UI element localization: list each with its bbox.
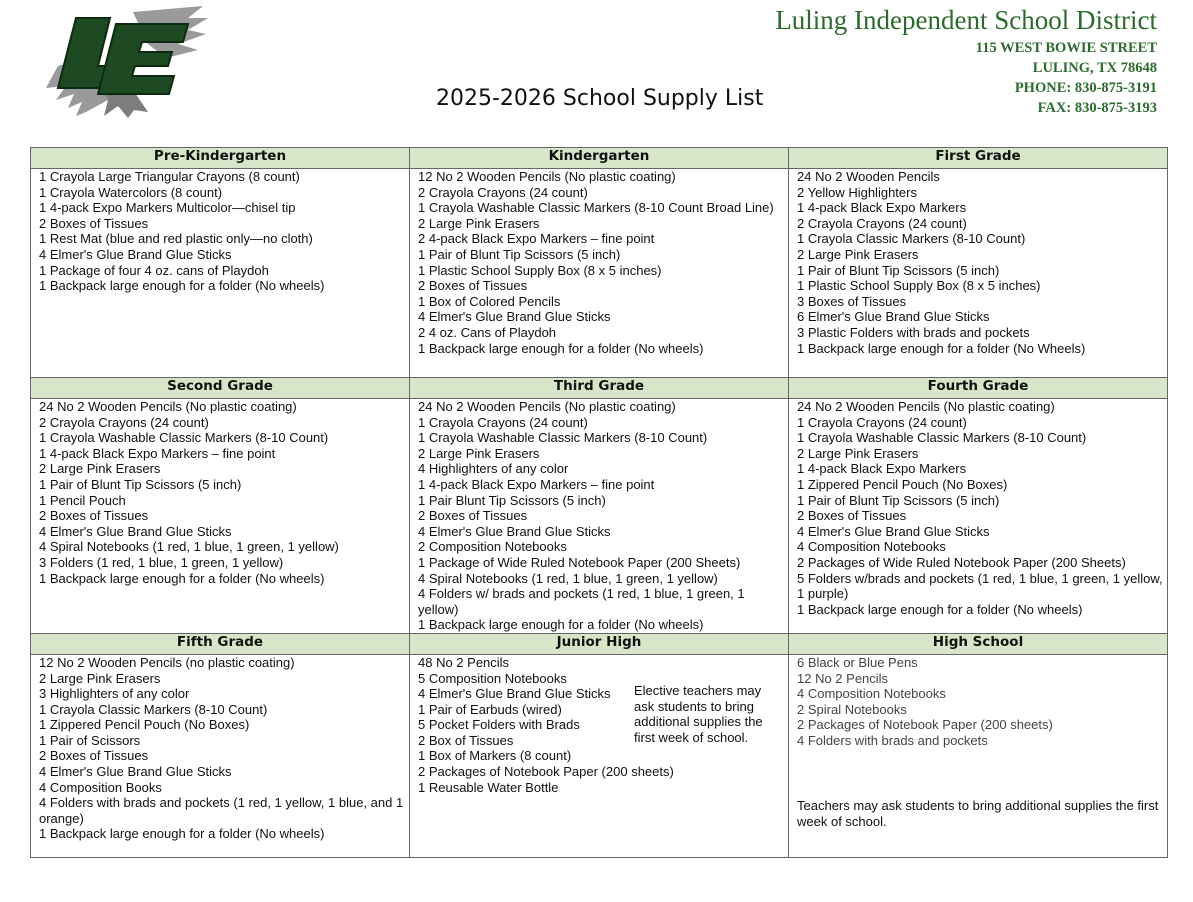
grade-items	[418, 399, 788, 633]
supply-item: 1 Backpack large enough for a folder (No wheels)	[39, 570, 325, 586]
grade-header: Third Grade	[410, 378, 789, 399]
phone-number: PHONE: 830-875-3191	[1014, 80, 1157, 96]
header-row	[31, 378, 1168, 399]
supply-item: 1 Crayola Large Triangular Crayons (8 count)	[39, 169, 300, 184]
supply-item: 2 4-pack Black Expo Markers – fine point	[418, 231, 655, 247]
fax-number: FAX: 830-875-3193	[1037, 100, 1157, 116]
supply-item: 1 4-pack Black Expo Markers	[797, 200, 967, 216]
supply-item: 5 Pocket Folders with Brads	[418, 717, 580, 733]
supply-item: 1 Crayola Washable Classic Markers (8-10 Count)	[39, 430, 329, 446]
supply-item: 24 No 2 Wooden Pencils (No plastic coating)	[418, 399, 676, 414]
supply-item: 4 Spiral Notebooks (1 red, 1 blue, 1 green, 1 yellow)	[418, 570, 718, 586]
supply-item: 2 Packages of Notebook Paper (200 sheets)	[418, 764, 674, 780]
supply-item: 2 Boxes of Tissues	[418, 508, 528, 524]
grade-header: Fourth Grade	[789, 378, 1168, 399]
grade-header: First Grade	[789, 148, 1168, 169]
items-row	[31, 169, 1168, 378]
supply-item: 1 Zippered Pencil Pouch (No Boxes)	[797, 476, 1008, 492]
supply-item: 1 Zippered Pencil Pouch (No Boxes)	[39, 717, 250, 733]
supply-item: 1 Rest Mat (blue and red plastic only—no cloth)	[39, 231, 313, 247]
supply-item: 2 Large Pink Erasers	[418, 445, 540, 461]
supply-item: 1 Pair of Blunt Tip Scissors (5 inch)	[797, 492, 1000, 508]
grade-items	[39, 169, 409, 294]
supply-item: 2 Boxes of Tissues	[418, 278, 528, 294]
supply-item: 1 Crayola Washable Classic Markers (8-10 Count)	[418, 430, 708, 446]
grade-items	[797, 169, 1167, 356]
supply-item: 24 No 2 Wooden Pencils (No plastic coating)	[797, 399, 1055, 414]
supply-item: 1 Pencil Pouch	[39, 492, 126, 508]
supply-item: 2 Large Pink Erasers	[39, 461, 161, 477]
supply-item: 12 No 2 Wooden Pencils (no plastic coating)	[39, 654, 295, 670]
supply-item: 4 Folders w/ brads and pockets (1 red, 1 blue, 1 green, 1 yellow)	[418, 586, 745, 617]
supply-item: 24 No 2 Wooden Pencils (No plastic coating)	[39, 399, 297, 414]
header-row	[31, 633, 1168, 654]
supply-item: 2 Large Pink Erasers	[797, 445, 919, 461]
supply-item: 2 Boxes of Tissues	[39, 748, 149, 764]
supply-item: 1 Crayola Washable Classic Markers (8-10 Count Broad Line)	[418, 200, 774, 216]
supply-item: 6 Black or Blue Pens	[797, 654, 918, 670]
supply-item: 1 Crayola Classic Markers (8-10 Count)	[39, 701, 268, 717]
supply-item: 4 Elmer's Glue Brand Glue Sticks	[418, 309, 611, 325]
supply-item: 2 Crayola Crayons (24 count)	[797, 215, 967, 231]
supply-item: 24 No 2 Wooden Pencils	[797, 169, 940, 184]
supply-item: 2 Large Pink Erasers	[418, 215, 540, 231]
supply-item: 1 4-pack Black Expo Markers – fine point	[39, 445, 276, 461]
supply-item: 1 Box of Colored Pencils	[418, 293, 561, 309]
supply-item: 4 Elmer's Glue Brand Glue Sticks	[39, 764, 232, 780]
supply-item: 2 Packages of Wide Ruled Notebook Paper (200 Sheets)	[797, 554, 1126, 570]
grade-items	[797, 655, 1167, 749]
supply-item: 1 Crayola Crayons (24 count)	[418, 414, 588, 430]
supply-item: 4 Elmer's Glue Brand Glue Sticks	[39, 523, 232, 539]
supply-item: 4 Folders with brads and pockets (1 red, 1 yellow, 1 blue, and 1 orange)	[39, 795, 404, 826]
supply-item: 2 Boxes of Tissues	[39, 508, 149, 524]
supply-item: 1 Pair of Earbuds (wired)	[418, 701, 562, 717]
supply-item: 1 Crayola Watercolors (8 count)	[39, 184, 223, 200]
supply-item: 1 Backpack large enough for a folder (No wheels)	[39, 278, 325, 294]
supply-item: 1 Pair of Blunt Tip Scissors (5 inch)	[797, 262, 1000, 278]
supply-item: 1 Crayola Classic Markers (8-10 Count)	[797, 231, 1026, 247]
supply-item: 1 Plastic School Supply Box (8 x 5 inches)	[797, 278, 1041, 294]
supply-item: 1 Crayola Crayons (24 count)	[797, 414, 967, 430]
grade-items	[39, 399, 409, 586]
grade-items	[797, 399, 1167, 617]
header-row	[31, 148, 1168, 169]
supply-item: 1 4-pack Black Expo Markers – fine point	[418, 476, 655, 492]
supply-item: 5 Folders w/brads and pockets (1 red, 1 blue, 1 green, 1 yellow, 1 purple)	[797, 570, 1163, 602]
supply-list-table	[30, 147, 1168, 858]
grade-header: Pre-Kindergarten	[31, 148, 410, 169]
page-title: 2025-2026 School Supply List	[436, 86, 764, 111]
supply-item: 1 Pair of Scissors	[39, 732, 141, 748]
address-line-2: LULING, TX 78648	[1032, 60, 1157, 76]
supply-item: 1 Backpack large enough for a folder (No wheels)	[797, 601, 1083, 617]
grade-items	[39, 655, 409, 842]
grade-header: Kindergarten	[410, 148, 789, 169]
supply-item: 4 Elmer's Glue Brand Glue Sticks	[797, 523, 990, 539]
supply-item: 1 Package of Wide Ruled Notebook Paper (200 Sheets)	[418, 554, 741, 570]
supply-item: 6 Elmer's Glue Brand Glue Sticks	[797, 309, 990, 325]
supply-item: 3 Highlighters of any color	[39, 686, 190, 702]
supply-item: 2 Boxes of Tissues	[797, 508, 907, 524]
supply-item: 12 No 2 Pencils	[797, 670, 889, 686]
supply-item: 2 Boxes of Tissues	[39, 215, 149, 231]
supply-item: 4 Highlighters of any color	[418, 461, 569, 477]
supply-item: 4 Composition Notebooks	[797, 539, 946, 555]
supply-item: 2 Yellow Highlighters	[797, 184, 917, 200]
grade-items	[418, 169, 788, 356]
supply-item: 4 Folders with brads and pockets	[797, 732, 988, 748]
supply-item: 2 Composition Notebooks	[418, 539, 567, 555]
supply-item: 12 No 2 Wooden Pencils (No plastic coating)	[418, 169, 676, 184]
supply-item: 4 Composition Notebooks	[797, 686, 946, 702]
supply-item: 2 Packages of Notebook Paper (200 sheets)	[797, 717, 1053, 733]
supply-item: 1 Pair of Blunt Tip Scissors (5 inch)	[39, 476, 242, 492]
district-logo	[38, 4, 208, 120]
grade-header: Second Grade	[31, 378, 410, 399]
supply-item: 4 Spiral Notebooks (1 red, 1 blue, 1 green, 1 yellow)	[39, 539, 339, 555]
grade-header: Fifth Grade	[31, 633, 410, 654]
supply-item: 5 Composition Notebooks	[418, 670, 567, 686]
supply-item: 1 Crayola Washable Classic Markers (8-10 Count)	[797, 430, 1087, 446]
district-name: Luling Independent School District	[775, 5, 1157, 35]
supply-item: 1 Backpack large enough for a folder (No Wheels)	[797, 340, 1086, 356]
supply-item: 1 4-pack Expo Markers Multicolor—chisel tip	[39, 200, 296, 216]
supply-item: 1 Plastic School Supply Box (8 x 5 inches)	[418, 262, 662, 278]
supply-item: 4 Elmer's Glue Brand Glue Sticks	[39, 246, 232, 262]
supply-item: 2 Crayola Crayons (24 count)	[39, 414, 209, 430]
supply-item: 1 Reusable Water Bottle	[418, 779, 559, 795]
supply-item: 1 4-pack Black Expo Markers	[797, 461, 967, 477]
items-row	[31, 399, 1168, 634]
supply-item: 4 Composition Books	[39, 779, 162, 795]
supply-item: 1 Backpack large enough for a folder (No wheels)	[418, 617, 704, 633]
supply-item: 1 Pair Blunt Tip Scissors (5 inch)	[418, 492, 606, 508]
supply-item: 4 Elmer's Glue Brand Glue Sticks	[418, 523, 611, 539]
supply-item: 2 Large Pink Erasers	[797, 246, 919, 262]
supply-item: 3 Folders (1 red, 1 blue, 1 green, 1 yellow)	[39, 554, 284, 570]
supply-item: 1 Package of four 4 oz. cans of Playdoh	[39, 262, 269, 278]
supply-item: 1 Backpack large enough for a folder (No wheels)	[418, 340, 704, 356]
supply-item: 2 4 oz. Cans of Playdoh	[418, 324, 557, 340]
supply-item: 3 Plastic Folders with brads and pockets	[797, 324, 1030, 340]
elective-note: Elective teachers may ask students to bring additional supplies the first week of school.	[634, 682, 763, 745]
teacher-note: Teachers may ask students to bring additional supplies the first week of school.	[797, 798, 1159, 830]
supply-item: 4 Elmer's Glue Brand Glue Sticks	[418, 686, 611, 702]
supply-item: 1 Pair of Blunt Tip Scissors (5 inch)	[418, 246, 621, 262]
grade-header: High School	[789, 633, 1168, 654]
district-contact	[976, 38, 1157, 118]
supply-item: 2 Box of Tissues	[418, 732, 514, 748]
le-letters	[58, 18, 188, 94]
address-line-1: 115 WEST BOWIE STREET	[975, 40, 1157, 56]
supply-item: 1 Backpack large enough for a folder (No wheels)	[39, 826, 325, 842]
supply-item: 1 Box of Markers (8 count)	[418, 748, 572, 764]
supply-item: 3 Boxes of Tissues	[797, 293, 907, 309]
supply-item: 2 Crayola Crayons (24 count)	[418, 184, 588, 200]
supply-item: 48 No 2 Pencils	[418, 654, 510, 670]
district-header	[775, 4, 1157, 36]
items-row	[31, 654, 1168, 857]
grade-header: Junior High	[410, 633, 789, 654]
supply-item: 2 Large Pink Erasers	[39, 670, 161, 686]
supply-item: 2 Spiral Notebooks	[797, 701, 907, 717]
